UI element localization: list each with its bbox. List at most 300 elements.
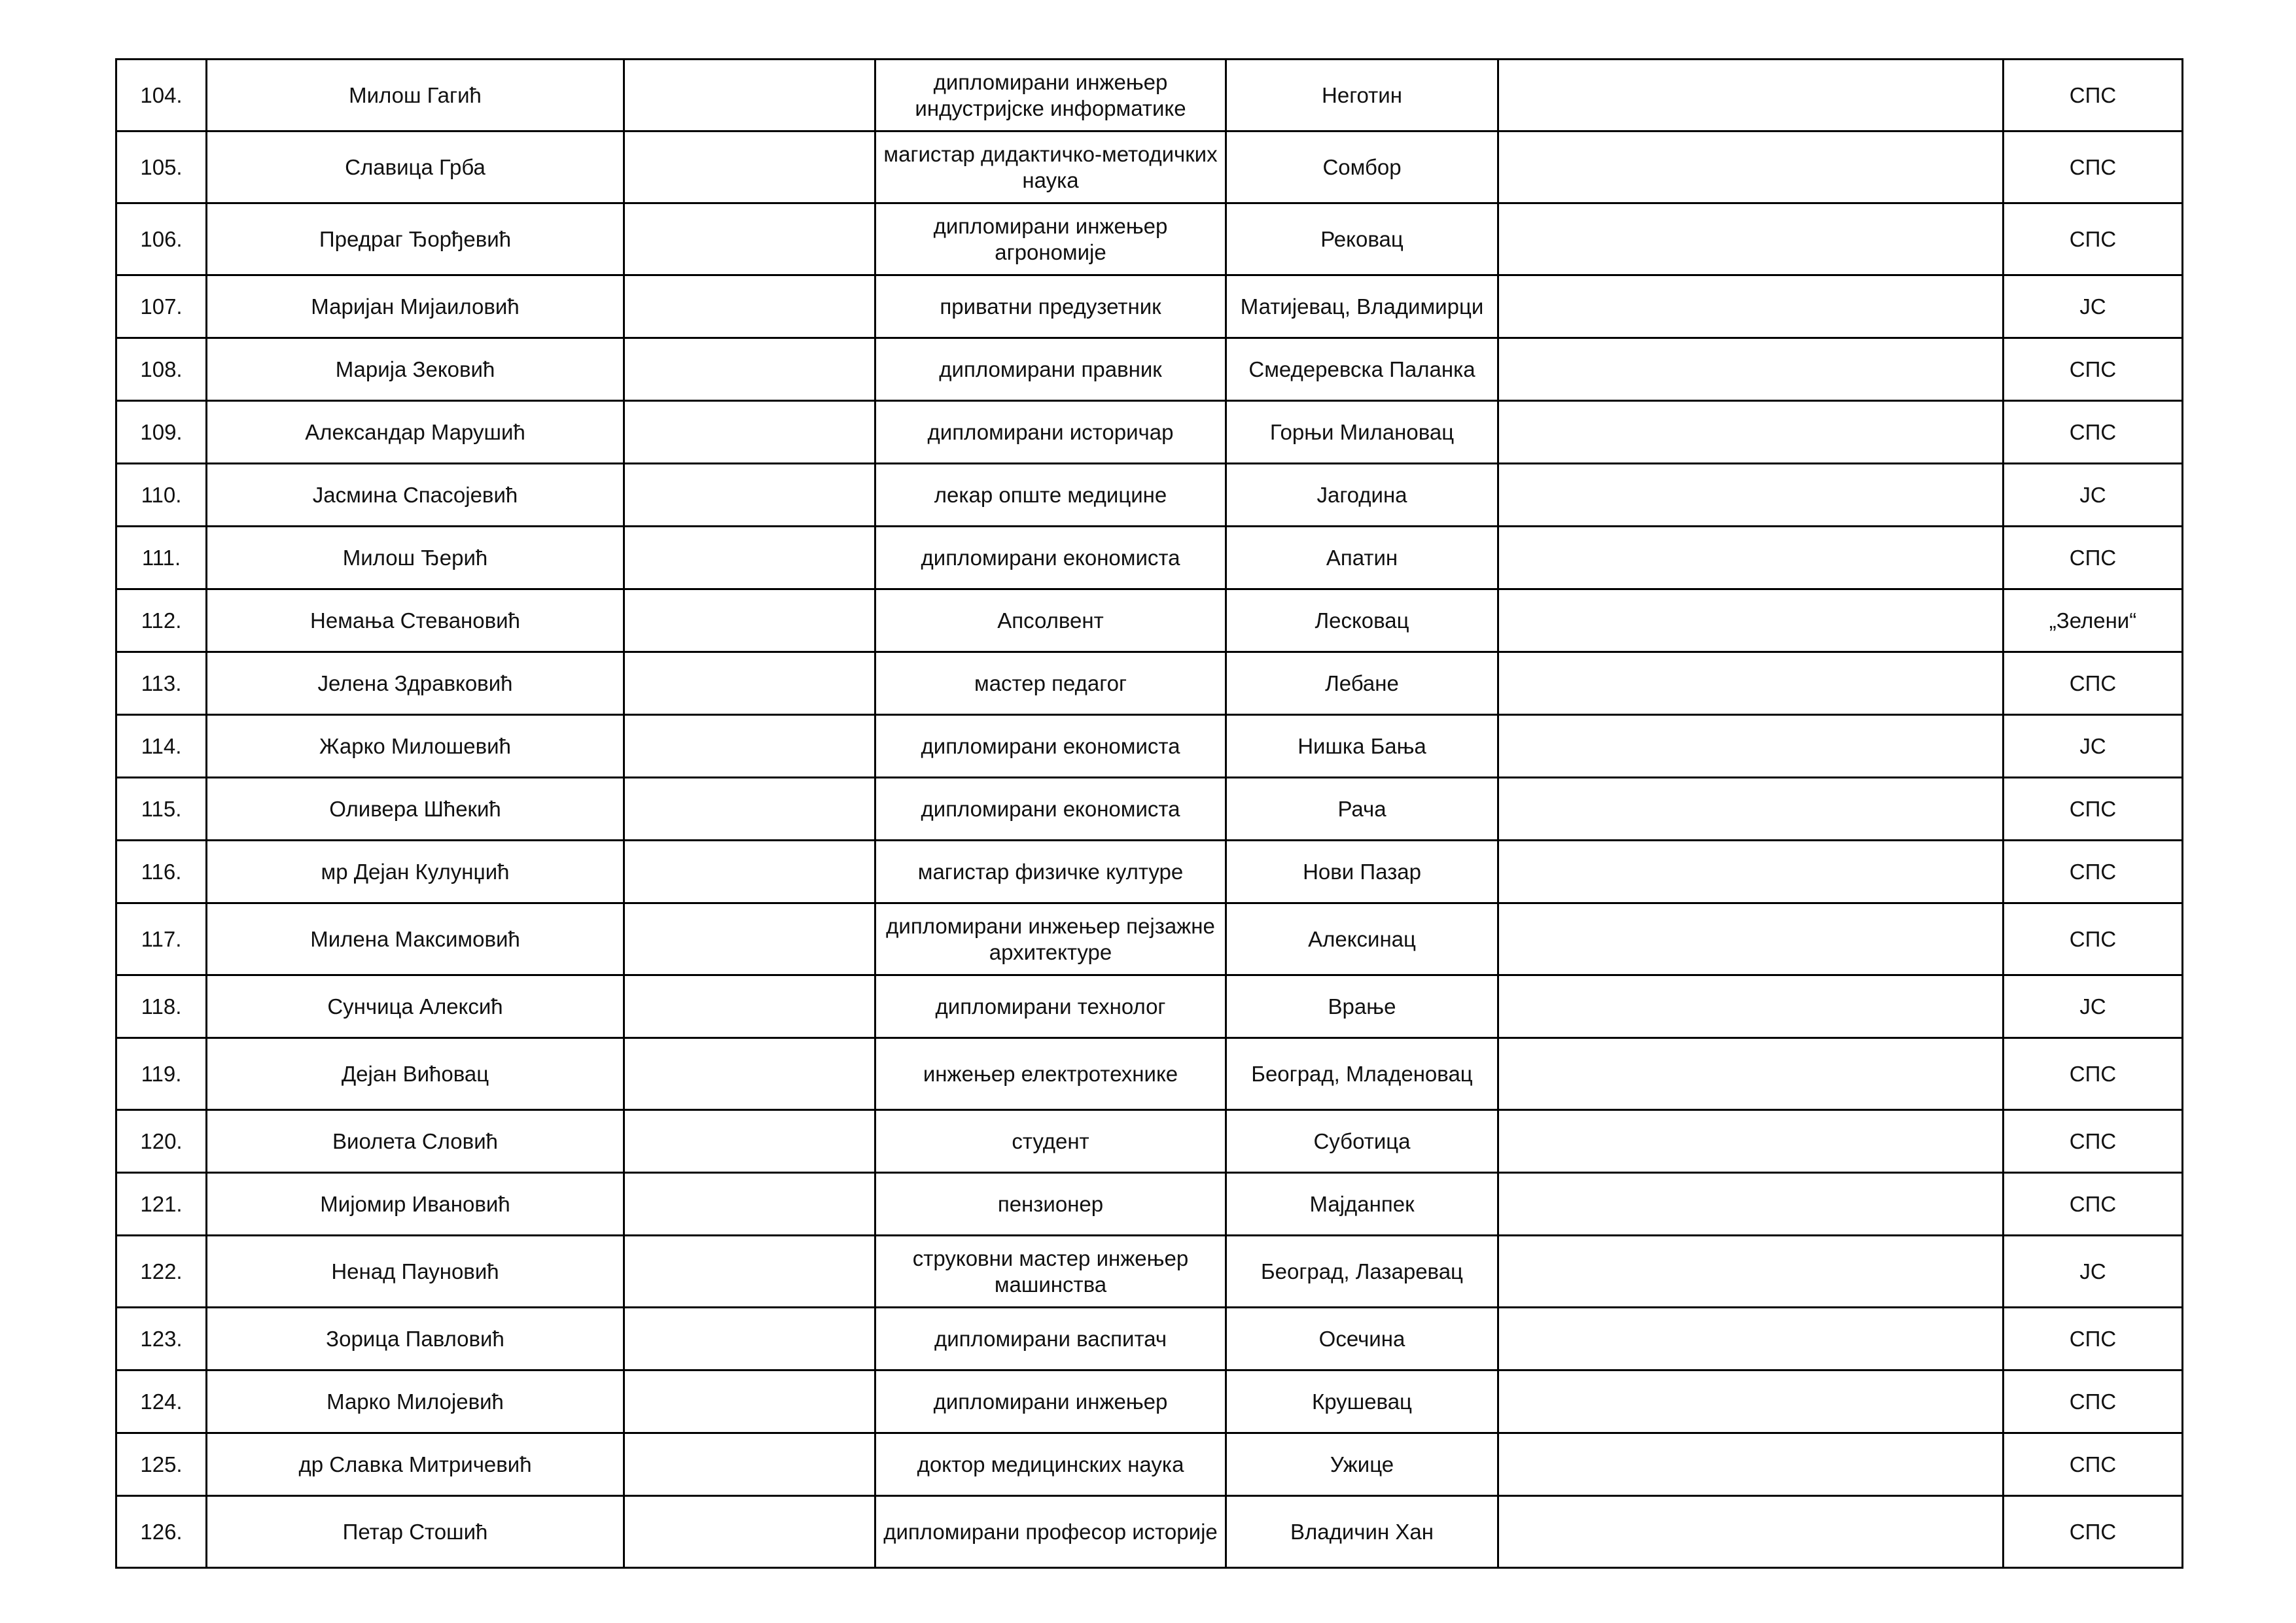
candidate-name-text: Жарко Милошевић (319, 733, 511, 758)
table-row (116, 527, 2183, 589)
empty-cell (1498, 778, 2004, 841)
candidate-name-cell (207, 903, 624, 975)
profession-cell (875, 338, 1226, 401)
row-number-cell (116, 1308, 207, 1370)
candidate-name-cell (207, 1110, 624, 1173)
empty-cell (1498, 652, 2004, 715)
residence-text: Алексинац (1308, 926, 1416, 951)
party-cell (2004, 401, 2183, 464)
party-cell (2004, 1173, 2183, 1236)
empty-cell (1498, 1433, 2004, 1496)
profession-text: инжењер електротехнике (923, 1061, 1178, 1086)
candidate-name-cell (207, 1370, 624, 1433)
residence-cell (1226, 652, 1498, 715)
party-text: СПС (2069, 226, 2117, 251)
party-cell (2004, 1236, 2183, 1308)
candidate-name-text: Предраг Ђорђевић (319, 226, 512, 251)
empty-cell (624, 131, 875, 203)
empty-cell (624, 338, 875, 401)
residence-cell (1226, 527, 1498, 589)
row-number-text: 111. (141, 545, 181, 570)
party-text: СПС (2069, 1061, 2117, 1086)
table-row (116, 975, 2183, 1038)
candidate-name-text: Сунчица Алексић (327, 994, 503, 1019)
candidate-name-cell (207, 1433, 624, 1496)
candidate-name-text: Славица Грба (345, 154, 486, 179)
profession-cell (875, 975, 1226, 1038)
party-text: СПС (2069, 82, 2117, 107)
empty-cell (624, 778, 875, 841)
candidate-name-cell (207, 1038, 624, 1110)
residence-text: Јагодина (1316, 482, 1407, 507)
residence-text: Врање (1328, 994, 1396, 1019)
profession-text: дипломирани правник (939, 357, 1162, 381)
empty-cell (624, 275, 875, 338)
residence-cell (1226, 464, 1498, 527)
candidate-table (115, 58, 2183, 1569)
party-text: ЈС (2079, 294, 2106, 319)
table-row (116, 401, 2183, 464)
profession-text: Апсолвент (997, 608, 1104, 633)
residence-text: Београд, Младеновац (1251, 1061, 1473, 1086)
table-row (116, 778, 2183, 841)
party-cell (2004, 131, 2183, 203)
table-row (116, 1236, 2183, 1308)
row-number-cell (116, 903, 207, 975)
empty-cell (1498, 841, 2004, 903)
candidate-name-text: Милена Максимовић (310, 926, 520, 951)
residence-text: Рековац (1320, 226, 1404, 251)
row-number-text: 125. (140, 1452, 183, 1476)
profession-cell (875, 527, 1226, 589)
empty-cell (1498, 1496, 2004, 1568)
candidate-name-cell (207, 338, 624, 401)
row-number-text: 107. (140, 294, 183, 319)
candidate-name-cell (207, 275, 624, 338)
residence-text: Апатин (1326, 545, 1398, 570)
empty-cell (624, 903, 875, 975)
party-text: СПС (2069, 1519, 2117, 1544)
residence-cell (1226, 1433, 1498, 1496)
row-number-text: 123. (140, 1326, 183, 1351)
residence-text: Мајданпек (1309, 1191, 1415, 1216)
candidate-name-cell (207, 401, 624, 464)
empty-cell (1498, 975, 2004, 1038)
profession-cell (875, 1433, 1226, 1496)
candidate-name-text: Јасмина Спасојевић (312, 482, 518, 507)
profession-cell (875, 131, 1226, 203)
candidate-name-text: Дејан Вићовац (341, 1061, 489, 1086)
empty-cell (624, 1173, 875, 1236)
profession-cell (875, 903, 1226, 975)
candidate-name-cell (207, 131, 624, 203)
document-page (115, 58, 2183, 1569)
row-number-text: 110. (141, 482, 182, 507)
candidate-name-text: Јелена Здравковић (317, 671, 513, 695)
residence-text: Матијевац, Владимирци (1240, 294, 1484, 319)
profession-cell (875, 715, 1226, 778)
table-row (116, 1038, 2183, 1110)
party-text: СПС (2069, 545, 2117, 570)
row-number-cell (116, 527, 207, 589)
table-row (116, 1173, 2183, 1236)
table-body (116, 60, 2183, 1568)
candidate-name-cell (207, 1496, 624, 1568)
residence-cell (1226, 131, 1498, 203)
candidate-name-text: Оливера Шћекић (329, 796, 501, 821)
candidate-name-text: Марија Зековић (335, 357, 495, 381)
row-number-text: 126. (140, 1519, 183, 1544)
empty-cell (1498, 1370, 2004, 1433)
row-number-text: 105. (140, 154, 183, 179)
row-number-text: 109. (140, 419, 183, 444)
row-number-text: 113. (141, 671, 182, 695)
empty-cell (624, 652, 875, 715)
table-row (116, 464, 2183, 527)
residence-text: Нови Пазар (1303, 859, 1421, 884)
party-cell (2004, 778, 2183, 841)
empty-cell (624, 841, 875, 903)
empty-cell (624, 1370, 875, 1433)
table-row (116, 589, 2183, 652)
residence-text: Владичин Хан (1290, 1519, 1434, 1544)
empty-cell (624, 1496, 875, 1568)
residence-cell (1226, 778, 1498, 841)
profession-cell (875, 1370, 1226, 1433)
row-number-text: 114. (141, 733, 182, 758)
party-cell (2004, 1496, 2183, 1568)
empty-cell (1498, 1110, 2004, 1173)
party-cell (2004, 841, 2183, 903)
party-text: СПС (2069, 796, 2117, 821)
profession-text: дипломирани инжењер пејзажне архитектуре (886, 913, 1215, 964)
residence-text: Сомбор (1322, 154, 1402, 179)
residence-cell (1226, 203, 1498, 275)
row-number-cell (116, 841, 207, 903)
empty-cell (624, 1038, 875, 1110)
candidate-name-text: Виолета Словић (332, 1128, 498, 1153)
row-number-cell (116, 778, 207, 841)
residence-cell (1226, 1110, 1498, 1173)
party-cell (2004, 1110, 2183, 1173)
candidate-name-cell (207, 203, 624, 275)
table-row (116, 275, 2183, 338)
party-text: СПС (2069, 1326, 2117, 1351)
row-number-text: 124. (140, 1389, 183, 1414)
row-number-cell (116, 1370, 207, 1433)
party-text: СПС (2069, 419, 2117, 444)
party-text: СПС (2069, 154, 2117, 179)
empty-cell (1498, 401, 2004, 464)
empty-cell (1498, 1173, 2004, 1236)
table-row (116, 1433, 2183, 1496)
profession-text: доктор медицинских наука (917, 1452, 1184, 1476)
table-row (116, 131, 2183, 203)
profession-cell (875, 60, 1226, 131)
row-number-cell (116, 1496, 207, 1568)
row-number-cell (116, 60, 207, 131)
candidate-name-text: Милош Ђерић (342, 545, 488, 570)
party-cell (2004, 275, 2183, 338)
party-cell (2004, 903, 2183, 975)
row-number-text: 112. (141, 608, 182, 633)
residence-cell (1226, 401, 1498, 464)
party-text: СПС (2069, 1128, 2117, 1153)
residence-text: Осечина (1318, 1326, 1405, 1351)
profession-text: мастер педагог (974, 671, 1127, 695)
candidate-name-text: мр Дејан Кулунџић (321, 859, 510, 884)
residence-cell (1226, 975, 1498, 1038)
row-number-text: 120. (140, 1128, 183, 1153)
candidate-name-cell (207, 527, 624, 589)
row-number-cell (116, 975, 207, 1038)
empty-cell (624, 1236, 875, 1308)
empty-cell (624, 1110, 875, 1173)
profession-text: лекар опште медицине (934, 482, 1167, 507)
row-number-text: 104. (140, 82, 183, 107)
residence-cell (1226, 60, 1498, 131)
residence-cell (1226, 1173, 1498, 1236)
residence-text: Ужице (1330, 1452, 1394, 1476)
empty-cell (1498, 1236, 2004, 1308)
party-text: СПС (2069, 859, 2117, 884)
empty-cell (1498, 338, 2004, 401)
row-number-text: 117. (141, 926, 182, 951)
table-row (116, 338, 2183, 401)
party-text: СПС (2069, 1452, 2117, 1476)
residence-text: Неготин (1322, 82, 1402, 107)
profession-text: магистар дидактичко-методичких наука (883, 141, 1218, 192)
profession-text: струковни мастер инжењер машинства (912, 1246, 1189, 1297)
empty-cell (1498, 589, 2004, 652)
row-number-text: 119. (141, 1061, 182, 1086)
profession-text: дипломирани економиста (921, 796, 1180, 821)
empty-cell (1498, 275, 2004, 338)
party-cell (2004, 975, 2183, 1038)
party-cell (2004, 60, 2183, 131)
profession-text: магистар физичке културе (917, 859, 1184, 884)
empty-cell (1498, 203, 2004, 275)
candidate-name-text: Александар Марушић (305, 419, 525, 444)
empty-cell (624, 1433, 875, 1496)
row-number-text: 116. (141, 859, 182, 884)
profession-text: дипломирани инжењер индустријске информатике (915, 69, 1186, 120)
residence-text: Рача (1337, 796, 1386, 821)
candidate-name-text: Маријан Мијаиловић (311, 294, 520, 319)
empty-cell (624, 1308, 875, 1370)
candidate-name-cell (207, 652, 624, 715)
candidate-name-cell (207, 715, 624, 778)
row-number-cell (116, 1173, 207, 1236)
table-row (116, 203, 2183, 275)
empty-cell (1498, 1038, 2004, 1110)
table-row (116, 841, 2183, 903)
residence-text: Смедеревска Паланка (1248, 357, 1475, 381)
table-row (116, 652, 2183, 715)
candidate-name-text: Милош Гагић (349, 82, 482, 107)
residence-text: Суботица (1313, 1128, 1411, 1153)
empty-cell (1498, 903, 2004, 975)
candidate-name-text: Мијомир Ивановић (320, 1191, 510, 1216)
row-number-cell (116, 131, 207, 203)
candidate-name-cell (207, 464, 624, 527)
profession-text: дипломирани васпитач (934, 1326, 1167, 1351)
row-number-text: 108. (140, 357, 183, 381)
party-cell (2004, 589, 2183, 652)
profession-cell (875, 1173, 1226, 1236)
candidate-name-cell (207, 778, 624, 841)
candidate-name-cell (207, 975, 624, 1038)
row-number-cell (116, 338, 207, 401)
profession-cell (875, 275, 1226, 338)
profession-text: студент (1012, 1128, 1089, 1153)
empty-cell (624, 975, 875, 1038)
candidate-name-cell (207, 60, 624, 131)
row-number-cell (116, 203, 207, 275)
empty-cell (624, 589, 875, 652)
table-row (116, 903, 2183, 975)
row-number-cell (116, 1236, 207, 1308)
candidate-name-text: Ненад Пауновић (331, 1259, 499, 1283)
table-row (116, 60, 2183, 131)
profession-text: приватни предузетник (940, 294, 1161, 319)
candidate-name-cell (207, 1173, 624, 1236)
party-cell (2004, 203, 2183, 275)
candidate-name-text: Марко Милојевић (327, 1389, 504, 1414)
residence-cell (1226, 903, 1498, 975)
residence-text: Београд, Лазаревац (1261, 1259, 1463, 1283)
empty-cell (1498, 1308, 2004, 1370)
row-number-cell (116, 1433, 207, 1496)
profession-text: дипломирани професор историје (883, 1519, 1218, 1544)
empty-cell (1498, 527, 2004, 589)
residence-cell (1226, 1370, 1498, 1433)
profession-cell (875, 1496, 1226, 1568)
candidate-name-text: Петар Стошић (342, 1519, 488, 1544)
party-cell (2004, 1433, 2183, 1496)
table-row (116, 1496, 2183, 1568)
profession-text: дипломирани економиста (921, 733, 1180, 758)
profession-cell (875, 778, 1226, 841)
row-number-text: 118. (141, 994, 182, 1019)
profession-text: дипломирани технолог (935, 994, 1166, 1019)
profession-cell (875, 841, 1226, 903)
candidate-name-text: др Славка Митричевић (298, 1452, 532, 1476)
empty-cell (1498, 464, 2004, 527)
profession-cell (875, 1308, 1226, 1370)
row-number-text: 121. (140, 1191, 183, 1216)
candidate-name-cell (207, 841, 624, 903)
table-row (116, 1110, 2183, 1173)
candidate-name-text: Немања Стевановић (310, 608, 520, 633)
table-row (116, 715, 2183, 778)
profession-cell (875, 401, 1226, 464)
empty-cell (1498, 131, 2004, 203)
residence-text: Лебане (1325, 671, 1399, 695)
party-cell (2004, 1038, 2183, 1110)
residence-text: Лесковац (1315, 608, 1409, 633)
profession-cell (875, 464, 1226, 527)
party-text: ЈС (2079, 1259, 2106, 1283)
profession-cell (875, 203, 1226, 275)
party-text: СПС (2069, 926, 2117, 951)
row-number-cell (116, 1110, 207, 1173)
party-text: ЈС (2079, 733, 2106, 758)
table-row (116, 1370, 2183, 1433)
residence-cell (1226, 1236, 1498, 1308)
profession-text: дипломирани инжењер агрономије (933, 213, 1168, 264)
empty-cell (624, 203, 875, 275)
empty-cell (624, 527, 875, 589)
profession-cell (875, 589, 1226, 652)
empty-cell (624, 401, 875, 464)
residence-cell (1226, 841, 1498, 903)
residence-cell (1226, 715, 1498, 778)
party-text: СПС (2069, 357, 2117, 381)
empty-cell (624, 715, 875, 778)
row-number-cell (116, 1038, 207, 1110)
row-number-text: 115. (141, 796, 182, 821)
residence-text: Нишка Бања (1298, 733, 1426, 758)
residence-text: Горњи Милановац (1269, 419, 1455, 444)
row-number-cell (116, 589, 207, 652)
party-cell (2004, 1308, 2183, 1370)
residence-cell (1226, 589, 1498, 652)
candidate-name-cell (207, 589, 624, 652)
profession-text: дипломирани инжењер (933, 1389, 1168, 1414)
residence-cell (1226, 338, 1498, 401)
empty-cell (624, 464, 875, 527)
profession-cell (875, 1236, 1226, 1308)
row-number-cell (116, 275, 207, 338)
profession-cell (875, 1038, 1226, 1110)
party-text: „Зелени“ (2049, 608, 2137, 633)
row-number-text: 106. (140, 226, 183, 251)
party-text: ЈС (2079, 994, 2106, 1019)
party-text: СПС (2069, 1191, 2117, 1216)
row-number-cell (116, 652, 207, 715)
party-cell (2004, 464, 2183, 527)
empty-cell (624, 60, 875, 131)
row-number-cell (116, 401, 207, 464)
residence-text: Крушевац (1312, 1389, 1412, 1414)
row-number-text: 122. (140, 1259, 183, 1283)
residence-cell (1226, 1308, 1498, 1370)
candidate-name-cell (207, 1236, 624, 1308)
party-cell (2004, 527, 2183, 589)
candidate-name-cell (207, 1308, 624, 1370)
row-number-cell (116, 464, 207, 527)
party-text: ЈС (2079, 482, 2106, 507)
empty-cell (1498, 715, 2004, 778)
profession-text: пензионер (997, 1191, 1104, 1216)
party-text: СПС (2069, 671, 2117, 695)
residence-cell (1226, 1496, 1498, 1568)
profession-cell (875, 1110, 1226, 1173)
residence-cell (1226, 1038, 1498, 1110)
party-cell (2004, 715, 2183, 778)
table-row (116, 1308, 2183, 1370)
party-cell (2004, 338, 2183, 401)
profession-text: дипломирани економиста (921, 545, 1180, 570)
profession-cell (875, 652, 1226, 715)
profession-text: дипломирани историчар (927, 419, 1174, 444)
residence-cell (1226, 275, 1498, 338)
candidate-name-text: Зорица Павловић (326, 1326, 504, 1351)
party-text: СПС (2069, 1389, 2117, 1414)
party-cell (2004, 652, 2183, 715)
empty-cell (1498, 60, 2004, 131)
